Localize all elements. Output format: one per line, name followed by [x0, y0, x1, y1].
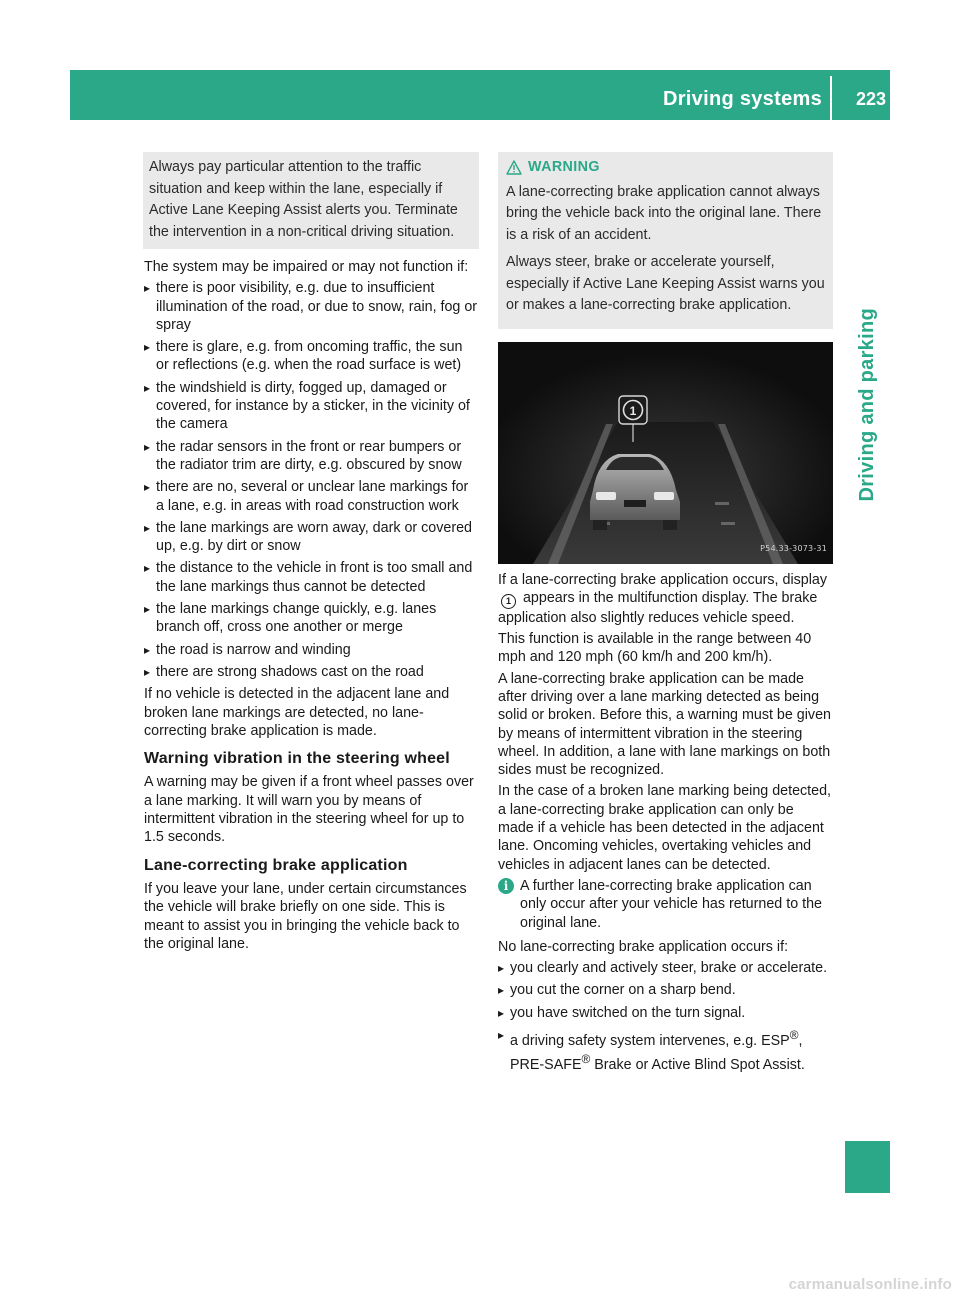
none-intro: No lane-correcting brake application occurs if:: [498, 938, 789, 955]
list-item: ▸ there are strong shadows cast on the road: [144, 663, 479, 681]
heading-brake: Lane-correcting brake application: [144, 856, 408, 874]
made-text: A lane-correcting brake application can be made after driving over a lane marking detected as being solid or broken. Before this, a warning must be given by means of intermittent vibration in the steering wheel. In addition, a lane with lane markings on both sides must be recognized.: [498, 670, 831, 779]
list-item: ▸ the radar sensors in the front or rear bumpers or the radiator trim are dirty, e.g. obscured by snow: [144, 438, 479, 475]
note-text: Always pay particular attention to the traffic situation and keep within the lane, especially if Active Lane Keeping Assist alerts you. Terminate the intervention in a non-critical driving situation.: [149, 159, 458, 240]
brake-text: If you leave your lane, under certain circumstances the vehicle will brake briefly on one side. This is meant to assist you in bringing the vehicle back to the original lane.: [144, 880, 467, 952]
none-list: [498, 959, 833, 1074]
list-item: ▸ there are no, several or unclear lane markings for a lane, e.g. in areas with road construction work: [144, 478, 479, 515]
display-marker: 1: [501, 594, 516, 609]
right-column: [498, 152, 833, 1078]
list-item: ▸ a driving safety system intervenes, e.g. ESP®, PRE-SAFE® Brake or Active Blind Spot Assist.: [498, 1026, 833, 1074]
warning-triangle-icon: [506, 160, 522, 175]
warning-label: WARNING: [528, 159, 600, 175]
info-text: A further lane-correcting brake application can only occur after your vehicle has returned to the original lane.: [520, 877, 822, 931]
list-item: ▸ the distance to the vehicle in front is too small and the lane markings thus cannot be detected: [144, 559, 479, 596]
lane-display-illustration: [498, 342, 833, 564]
list-item: ▸ there is poor visibility, e.g. due to insufficient illumination of the road, or due to snow, rain, fog or spray: [144, 279, 479, 334]
left-column: [144, 152, 479, 956]
no-vehicle-text: If no vehicle is detected in the adjacent lane and broken lane markings are detected, no lane-correcting brake application is made.: [144, 686, 450, 739]
list-item: ▸ you have switched on the turn signal.: [498, 1004, 833, 1022]
warning-box: [498, 152, 833, 329]
watermark: carmanualsonline.info: [788, 1276, 952, 1293]
figure-code: P54.33-3073-31: [760, 544, 827, 554]
broken-text: In the case of a broken lane marking being detected, a lane-correcting brake application can only be made if a vehicle has been detected in the adjacent lane. Oncoming vehicles, overtaking vehicles and vehicles in adjacent lanes can be detected.: [498, 783, 832, 873]
info-note: [498, 877, 833, 932]
figure-marker: 1: [629, 403, 637, 418]
multifunction-display-figure: [498, 342, 833, 564]
list-item: ▸ the lane markings are worn away, dark or covered up, e.g. by dirt or snow: [144, 519, 479, 556]
impaired-intro: The system may be impaired or may not function if:: [144, 259, 469, 275]
note-box: [143, 152, 479, 249]
list-item: ▸ you cut the corner on a sharp bend.: [498, 981, 833, 999]
range-text: This function is available in the range between 40 mph and 120 mph (60 km/h and 200 km/h).: [498, 631, 812, 666]
header-divider: [830, 76, 832, 120]
list-item: ▸ you clearly and actively steer, brake or accelerate.: [498, 959, 833, 977]
side-tab-label: Driving and parking: [856, 308, 878, 502]
side-tab-marker: [845, 1141, 890, 1193]
side-tab: [845, 140, 890, 1192]
section-title: Driving systems: [662, 88, 822, 110]
header-bar: [70, 70, 890, 120]
warning-para-2: Always steer, brake or accelerate yourself, especially if Active Lane Keeping Assist warns you or makes a lane-correcting brake application.: [506, 254, 825, 313]
list-item: ▸ the lane markings change quickly, e.g. lanes branch off, cross one another or merge: [144, 600, 479, 637]
page-number: 223: [855, 89, 886, 109]
heading-vibration: Warning vibration in the steering wheel: [144, 750, 450, 768]
vibration-text: A warning may be given if a front wheel passes over a lane marking. It will warn you by means of intermittent vibration in the steering wheel for up to 1.5 seconds.: [144, 774, 474, 846]
impaired-list: [144, 279, 479, 681]
info-icon: i: [498, 878, 514, 894]
warning-para-1: A lane-correcting brake application cannot always bring the vehicle back into the original lane. There is a risk of an accident.: [506, 183, 822, 243]
list-item: ▸ there is glare, e.g. from oncoming traffic, the sun or reflections (e.g. when the road surface is wet): [144, 338, 479, 375]
display-text: If a lane-correcting brake application occurs, display 1 appears in the multifunction display. The brake application also slightly reduces vehicle speed.: [498, 571, 827, 626]
list-item: ▸ the windshield is dirty, fogged up, damaged or covered, for instance by a sticker, in the vicinity of the camera: [144, 379, 479, 434]
list-item: ▸ the road is narrow and winding: [144, 641, 479, 659]
